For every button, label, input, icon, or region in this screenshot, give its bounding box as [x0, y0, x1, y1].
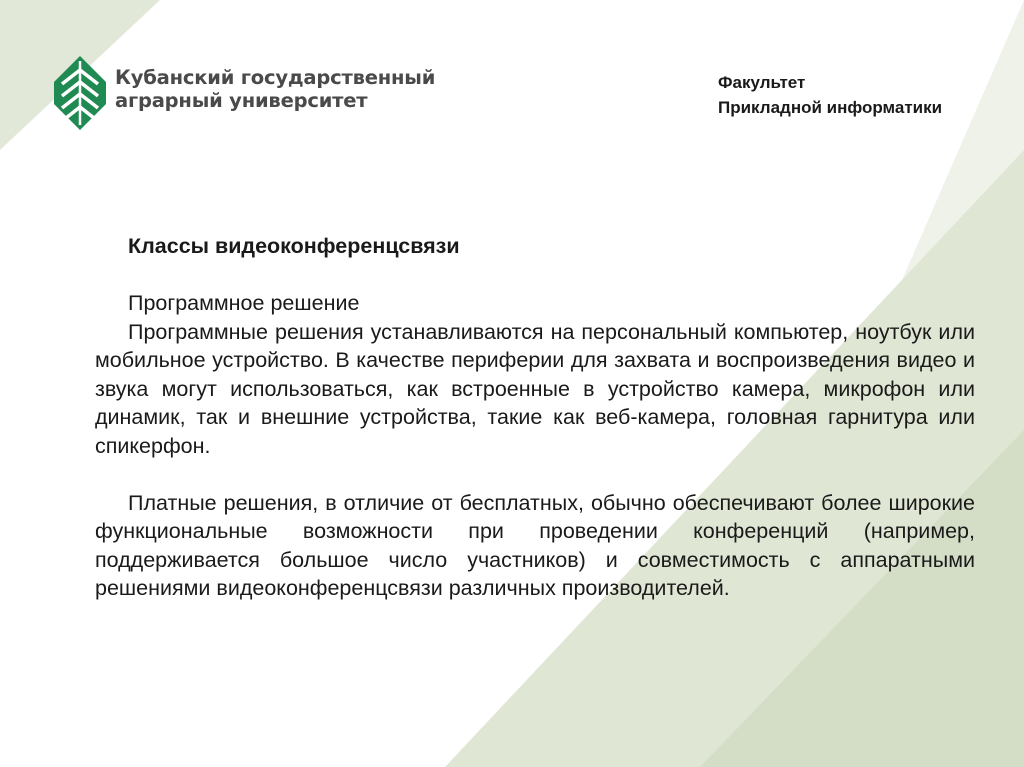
slide-content: [95, 232, 975, 603]
slide-heading: Классы видеоконференцсвязи: [128, 234, 460, 258]
kubsau-leaf-logo-icon: [54, 56, 106, 130]
university-name-line1: Кубанский государственный: [115, 66, 436, 89]
paragraph-spacer: [95, 460, 975, 489]
university-name-line2: аграрный университет: [115, 89, 368, 112]
faculty-title: [718, 70, 942, 120]
faculty-line2: Прикладной информатики: [718, 98, 943, 117]
slide-subheading: Программное решение: [128, 291, 360, 315]
paragraph-paid-solutions: Платные решения, в отличие от бесплатных, обычно обеспечивают более широкие функциональные возможности при проведении конференций (например, поддерживается большое число участников) и совместимость с аппаратными решениями видеоконференцсвязи различных производителей.: [95, 490, 975, 600]
faculty-line1: Факультет: [718, 73, 806, 92]
university-name: [115, 66, 435, 112]
paragraph-software-solutions: Программные решения устанавливаются на персональный компьютер, ноутбук или мобильное устройство. В качестве периферии для захвата и воспроизведения видео и звука могут использоваться, как встроенные в устройство камера, микрофон или динамик, так и внешние устройства, такие как веб-камера, головная гарнитура или спикерфон.: [95, 319, 975, 458]
